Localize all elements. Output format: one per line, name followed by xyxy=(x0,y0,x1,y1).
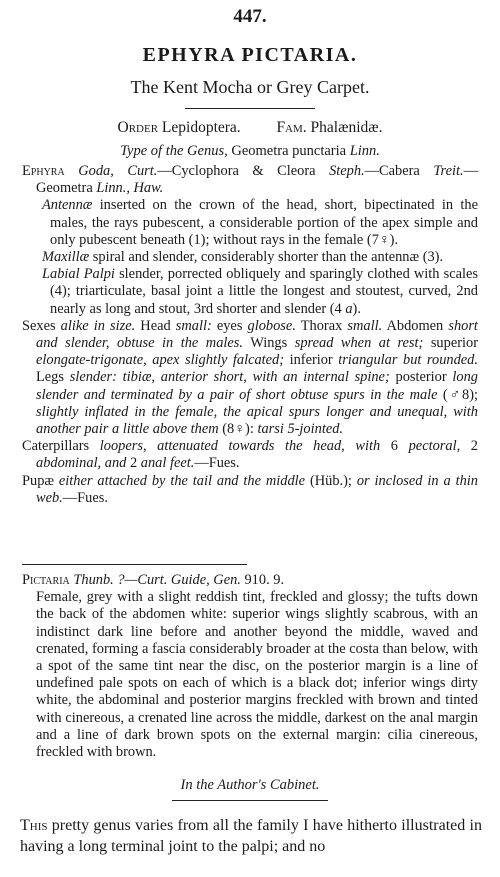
genus-description xyxy=(22,163,478,507)
type-value: Geometra punctaria xyxy=(231,143,347,159)
family-label: Fam. xyxy=(276,119,307,136)
order-value: Lepidoptera. xyxy=(161,119,241,136)
sexes-paragraph: Sexes alike in size. Head small: eyes globose. Thorax small. Abdomen short and slender, obtuse in the males. Wings spread when at rest; superior elongate-trigonate, apex slightly falcated; inferior triangular but rounded. Legs slender: tibiæ, anterior short, with an internal spine; posterior long slender and terminated by a pair of short obtuse spurs in the male (♂8); slightly inflated in the female, the apical spurs longer and unequal, with another pair a little above them (8♀): tarsi 5-jointed. xyxy=(22,317,478,438)
family-value: Phalænidæ. xyxy=(310,119,383,136)
pupae-paragraph: Pupæ either attached by the tail and the middle (Hüb.); or inclosed in a thin web.—Fues. xyxy=(22,472,478,506)
closing-paragraph: This pretty genus varies from all the family I have hitherto illustrated in having a long terminal joint to the palpi; and no xyxy=(20,817,483,855)
antennae-paragraph: Antennæ inserted on the crown of the head, short, bipectinated in the males, the rays pubescent, a considerable portion of the apex simple and only pubescent beneath (1); without rays in the female (7♀). xyxy=(42,197,478,248)
classification-line xyxy=(0,119,500,137)
cabinet-note: In the Author's Cabinet. xyxy=(180,777,320,793)
title-divider xyxy=(185,108,315,109)
caterpillars-paragraph: Caterpillars loopers, attenuated towards the head, with 6 pectoral, 2 abdominal, and 2 anal feet.—Fues. xyxy=(22,438,478,472)
species-heading: Pictaria Thunb. ?—Curt. Guide, Gen. 910. 9. xyxy=(22,572,285,588)
closing-divider xyxy=(172,800,328,801)
species-entry xyxy=(22,572,478,761)
page-title: EPHYRA PICTARIA. xyxy=(142,44,358,66)
genus-synonymy: Ephyra Goda, Curt.—Cyclophora & Cleora Steph.—Cabera Treit.— Geometra Linn., Haw. xyxy=(22,163,478,197)
page-number: 447. xyxy=(233,6,267,27)
type-author: Linn. xyxy=(349,143,380,159)
type-of-genus-line xyxy=(0,143,500,160)
order-label: Order xyxy=(117,119,159,136)
species-description: Female, grey with a slight reddish tint, freckled and glossy; the tufts down the back of the abdomen white: superior wings slightly scabrous, with an indistinct dark line before and another beyond the middle, waved and crenated, forming a fascia considerably broader at the costa than below, with a spot of the same tint near the disc, on the posterior margin is a line of undefined pale spots on each of which is a black dot; inferior wings dirty white, the abdominal and posterior margins freckled with brown and tinted with cinereous, a crenated line across the middle, darkest on the anal margin and a line of dark brown spots on the external margin: cilia cinereous, freckled with brown. xyxy=(36,589,478,761)
palpi-paragraph: Labial Palpi slender, porrected obliquely and sparingly clothed with scales (4); triarticulate, basal joint a little the longest and stoutest, curved, 2nd nearly as long and stout, 3rd shorter and slender (4 a). xyxy=(42,266,478,317)
maxillae-paragraph: Maxillæ spiral and slender, considerably shorter than the antennæ (3). xyxy=(42,249,444,266)
section-divider xyxy=(22,564,247,565)
type-label: Type of the Genus, xyxy=(120,143,228,159)
page-subtitle: The Kent Mocha or Grey Carpet. xyxy=(130,77,370,97)
